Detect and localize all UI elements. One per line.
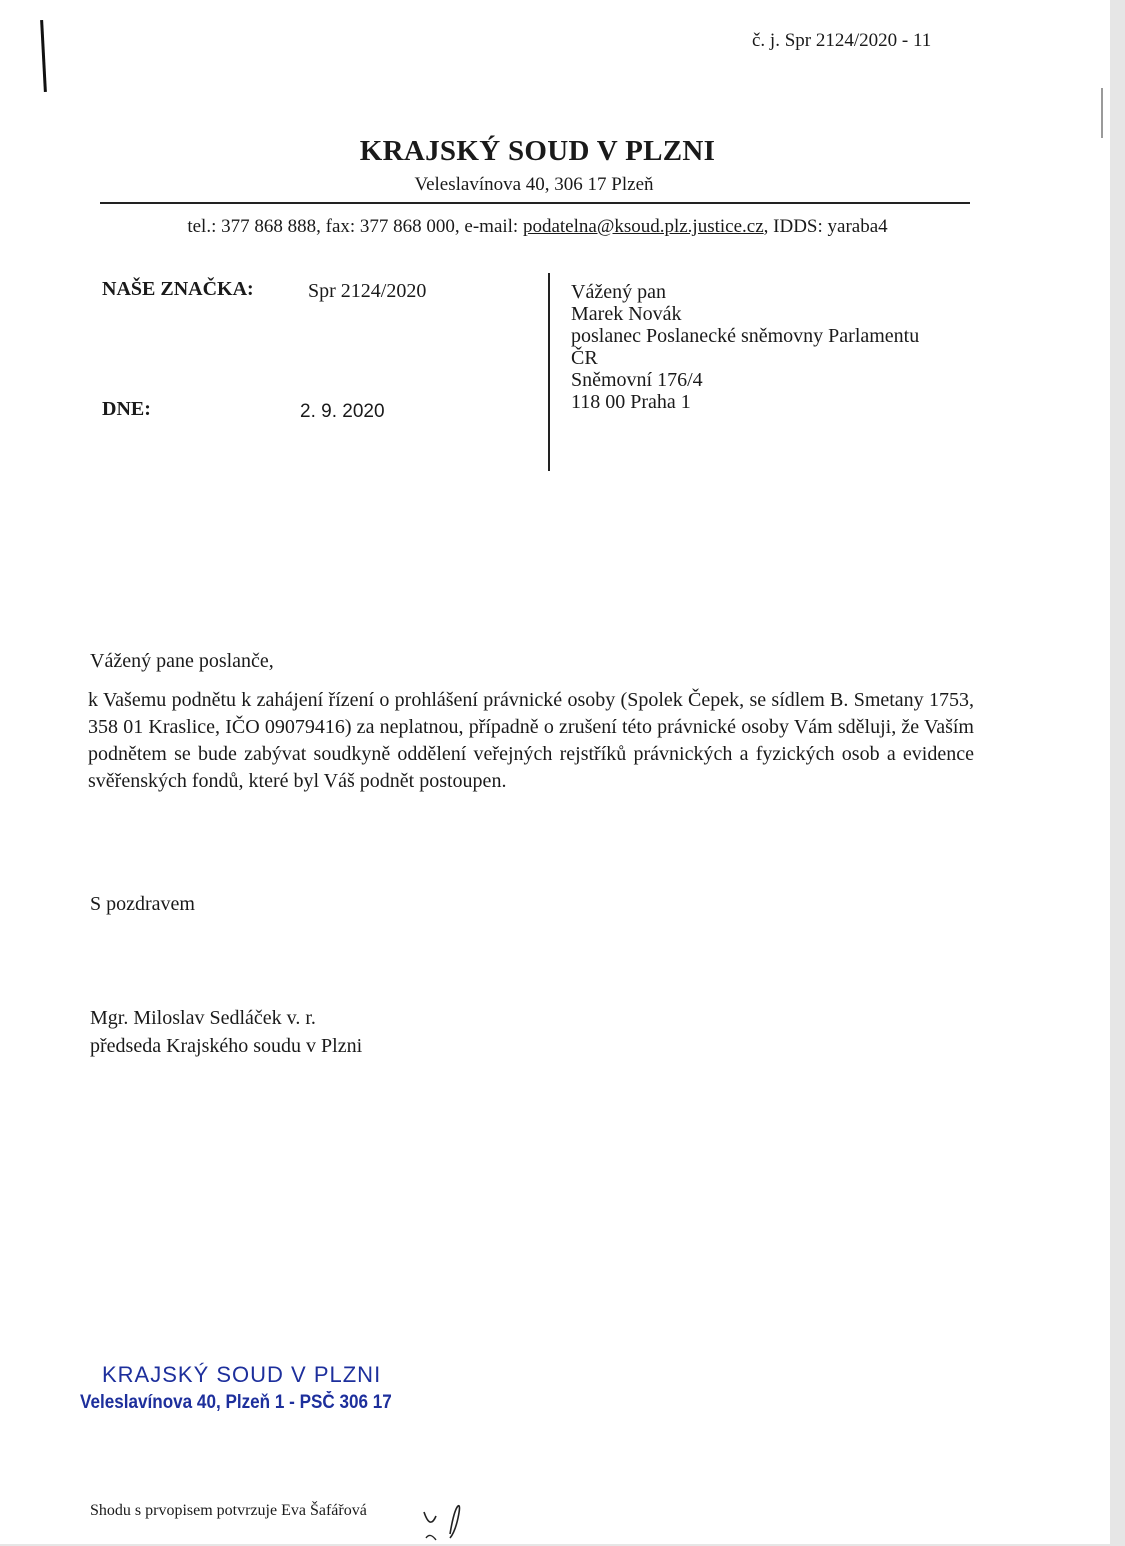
stamp-title: KRAJSKÝ SOUD V PLZNI (102, 1362, 382, 1387)
date-value: 2. 9. 2020 (300, 401, 385, 422)
contact-line (0, 216, 1075, 238)
contact-prefix: tel.: 377 868 888, fax: 377 868 000, e-mail: (187, 216, 523, 237)
court-address: Veleslavínova 40, 306 17 Plzeň (414, 174, 654, 195)
date-label: DNE: (102, 398, 151, 420)
recipient-block (571, 281, 919, 413)
signer-name: Mgr. Miloslav Sedláček v. r. (90, 1007, 316, 1029)
signer-block (90, 1004, 362, 1060)
our-ref-label: NAŠE ZNAČKA: (102, 278, 254, 300)
reference-number: č. j. Spr 2124/2020 - 11 (752, 30, 932, 51)
signature-icon (420, 1504, 470, 1544)
recipient-line: 118 00 Praha 1 (571, 391, 691, 413)
recipient-line: Sněmovní 176/4 (571, 369, 703, 391)
edge-mark (1101, 88, 1103, 138)
our-ref-value: Spr 2124/2020 (308, 280, 427, 302)
recipient-line: poslanec Poslanecké sněmovny Parlamentu (571, 325, 920, 347)
header-divider (100, 202, 970, 204)
stamp-address: Veleslavínova 40, Plzeň 1 - PSČ 306 17 (80, 1392, 392, 1413)
recipient-line: Marek Novák (571, 303, 682, 325)
signer-title: předseda Krajského soudu v Plzni (90, 1035, 363, 1057)
scan-mark (40, 20, 47, 92)
recipient-line: Vážený pan (571, 281, 666, 303)
court-name: KRAJSKÝ SOUD V PLZNI (359, 135, 716, 167)
closing-greeting: S pozdravem (90, 893, 195, 915)
email-link[interactable]: podatelna@ksoud.plz.justice.cz (522, 216, 764, 237)
certification-note: Shodu s prvopisem potvrzuje Eva Šafářová (90, 1502, 367, 1519)
recipient-line: ČR (571, 347, 598, 369)
salutation: Vážený pane poslanče, (90, 650, 274, 672)
letter-body: k Vašemu podnětu k zahájení řízení o prohlášení právnické osoby (Spolek Čepek, se sídlem B. Smetany 1753, 358 01 Kraslice, IČO 09079416) za neplatnou, případně o zrušení této právnické osoby Vám sděluji, že Vaším podnětem se bude zabývat soudkyně oddělení veřejných rejstříků právnických a fyzických osob a evidence svěřenských fondů, které byl Váš podnět postoupen. (88, 689, 974, 792)
vertical-divider (548, 273, 550, 471)
court-stamp (80, 1362, 426, 1414)
contact-suffix: , IDDS: yaraba4 (763, 216, 888, 237)
